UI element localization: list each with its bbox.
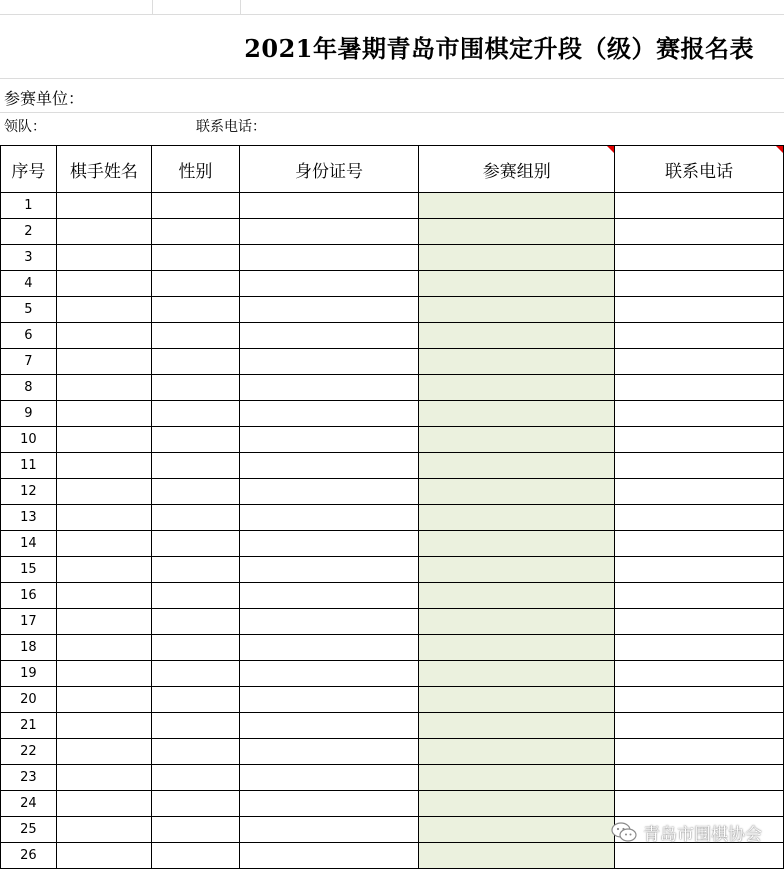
header-row: [1, 146, 784, 193]
seq-cell: 2: [1, 219, 57, 245]
id-number-cell[interactable]: [239, 323, 419, 349]
seq-cell: 25: [1, 817, 57, 843]
table-row: [1, 479, 784, 505]
table-row: [1, 843, 784, 869]
table-row: [1, 713, 784, 739]
group-cell[interactable]: [419, 635, 615, 661]
header-player-name: 棋手姓名: [56, 146, 151, 193]
top-row-strip: [0, 0, 784, 15]
contact-phone-cell[interactable]: [615, 791, 784, 817]
group-cell[interactable]: [419, 687, 615, 713]
gender-cell[interactable]: [152, 193, 239, 219]
player-name-cell[interactable]: [56, 843, 151, 869]
team-leader-label: 领队：: [4, 119, 46, 135]
gender-cell[interactable]: [152, 661, 239, 687]
table-row: [1, 635, 784, 661]
column-separator: [152, 0, 153, 14]
gender-cell[interactable]: [152, 401, 239, 427]
contact-phone-cell[interactable]: [615, 739, 784, 765]
group-cell[interactable]: [419, 453, 615, 479]
table-row: [1, 739, 784, 765]
player-name-cell[interactable]: [56, 297, 151, 323]
group-cell[interactable]: [419, 739, 615, 765]
gender-cell[interactable]: [152, 557, 239, 583]
gender-cell[interactable]: [152, 739, 239, 765]
form-title: 2021年暑期青岛市围棋定升段（级）赛报名表: [244, 33, 754, 63]
contact-phone-cell[interactable]: [615, 661, 784, 687]
player-name-cell[interactable]: [56, 271, 151, 297]
contact-phone-cell[interactable]: [615, 349, 784, 375]
id-number-cell[interactable]: [239, 791, 419, 817]
seq-cell: 19: [1, 661, 57, 687]
header-group: [419, 146, 615, 193]
gender-cell[interactable]: [152, 219, 239, 245]
player-name-cell[interactable]: [56, 791, 151, 817]
player-name-cell[interactable]: [56, 375, 151, 401]
id-number-cell[interactable]: [239, 401, 419, 427]
seq-cell: 18: [1, 635, 57, 661]
gender-cell[interactable]: [152, 713, 239, 739]
group-cell[interactable]: [419, 713, 615, 739]
group-cell[interactable]: [419, 427, 615, 453]
contact-phone-cell[interactable]: [615, 401, 784, 427]
gender-cell[interactable]: [152, 843, 239, 869]
gender-cell[interactable]: [152, 687, 239, 713]
contact-phone-cell[interactable]: [615, 427, 784, 453]
group-cell[interactable]: [419, 375, 615, 401]
gender-cell[interactable]: [152, 479, 239, 505]
table-row: [1, 791, 784, 817]
contact-phone-cell[interactable]: [615, 271, 784, 297]
comment-indicator-icon: [607, 146, 614, 153]
group-cell[interactable]: [419, 843, 615, 869]
gender-cell[interactable]: [152, 583, 239, 609]
table-row: [1, 349, 784, 375]
id-number-cell[interactable]: [239, 635, 419, 661]
table-row: [1, 401, 784, 427]
column-separator: [240, 0, 241, 14]
table-row: [1, 219, 784, 245]
id-number-cell[interactable]: [239, 427, 419, 453]
seq-cell: 1: [1, 193, 57, 219]
group-cell[interactable]: [419, 817, 615, 843]
seq-cell: 16: [1, 583, 57, 609]
table-row: [1, 193, 784, 219]
id-number-cell[interactable]: [239, 609, 419, 635]
table-row: [1, 687, 784, 713]
id-number-cell[interactable]: [239, 479, 419, 505]
gender-cell[interactable]: [152, 609, 239, 635]
id-number-cell[interactable]: [239, 453, 419, 479]
table-row: [1, 375, 784, 401]
seq-cell: 23: [1, 765, 57, 791]
table-row: [1, 453, 784, 479]
header-group-label: 参赛组别: [482, 161, 551, 182]
group-cell[interactable]: [419, 479, 615, 505]
header-contact-phone-label: 联系电话: [665, 161, 734, 182]
group-cell[interactable]: [419, 505, 615, 531]
seq-cell: 9: [1, 401, 57, 427]
player-name-cell[interactable]: [56, 479, 151, 505]
seq-cell: 21: [1, 713, 57, 739]
contact-phone-cell[interactable]: [615, 765, 784, 791]
table-row: [1, 427, 784, 453]
id-number-cell[interactable]: [239, 349, 419, 375]
player-name-cell[interactable]: [56, 453, 151, 479]
contact-phone-cell[interactable]: [615, 193, 784, 219]
table-row: [1, 245, 784, 271]
player-name-cell[interactable]: [56, 193, 151, 219]
player-name-cell[interactable]: [56, 323, 151, 349]
seq-cell: 22: [1, 739, 57, 765]
gender-cell[interactable]: [152, 817, 239, 843]
player-name-cell[interactable]: [56, 427, 151, 453]
group-cell[interactable]: [419, 271, 615, 297]
player-name-cell[interactable]: [56, 531, 151, 557]
player-name-cell[interactable]: [56, 661, 151, 687]
table-row: [1, 609, 784, 635]
player-name-cell[interactable]: [56, 557, 151, 583]
seq-cell: 24: [1, 791, 57, 817]
seq-cell: 17: [1, 609, 57, 635]
watermark-text: 青岛市围棋协会: [643, 824, 762, 845]
contact-phone-cell[interactable]: [615, 687, 784, 713]
header-contact-phone: [615, 146, 784, 193]
gender-cell[interactable]: [152, 427, 239, 453]
id-number-cell[interactable]: [239, 583, 419, 609]
seq-cell: 6: [1, 323, 57, 349]
contact-phone-cell[interactable]: [615, 375, 784, 401]
watermark: [611, 820, 762, 844]
group-cell[interactable]: [419, 297, 615, 323]
id-number-cell[interactable]: [239, 219, 419, 245]
seq-cell: 14: [1, 531, 57, 557]
id-number-cell[interactable]: [239, 557, 419, 583]
group-cell[interactable]: [419, 557, 615, 583]
seq-cell: 7: [1, 349, 57, 375]
contact-phone-cell[interactable]: [615, 323, 784, 349]
gender-cell[interactable]: [152, 453, 239, 479]
table-row: [1, 557, 784, 583]
group-cell[interactable]: [419, 245, 615, 271]
contact-phone-cell[interactable]: [615, 713, 784, 739]
contact-phone-cell[interactable]: [615, 609, 784, 635]
group-cell[interactable]: [419, 791, 615, 817]
participating-unit-label: 参赛单位：: [4, 89, 85, 108]
row-gridline: [0, 112, 784, 113]
id-number-cell[interactable]: [239, 193, 419, 219]
gender-cell[interactable]: [152, 349, 239, 375]
id-number-cell[interactable]: [239, 817, 419, 843]
player-name-cell[interactable]: [56, 583, 151, 609]
gender-cell[interactable]: [152, 323, 239, 349]
header-seq-no: 序号: [1, 146, 57, 193]
player-name-cell[interactable]: [56, 505, 151, 531]
gender-cell[interactable]: [152, 505, 239, 531]
gender-cell[interactable]: [152, 375, 239, 401]
table-row: [1, 531, 784, 557]
seq-cell: 5: [1, 297, 57, 323]
seq-cell: 12: [1, 479, 57, 505]
gender-cell[interactable]: [152, 245, 239, 271]
wechat-icon: [611, 822, 637, 842]
seq-cell: 11: [1, 453, 57, 479]
table-row: [1, 765, 784, 791]
contact-phone-cell[interactable]: [615, 557, 784, 583]
id-number-cell[interactable]: [239, 843, 419, 869]
gender-cell[interactable]: [152, 297, 239, 323]
player-name-cell[interactable]: [56, 687, 151, 713]
table-row: [1, 661, 784, 687]
id-number-cell[interactable]: [239, 661, 419, 687]
id-number-cell[interactable]: [239, 687, 419, 713]
contact-phone-cell[interactable]: [615, 635, 784, 661]
player-name-cell[interactable]: [56, 765, 151, 791]
table-row: [1, 323, 784, 349]
player-name-cell[interactable]: [56, 739, 151, 765]
player-name-cell[interactable]: [56, 817, 151, 843]
group-cell[interactable]: [419, 609, 615, 635]
group-cell[interactable]: [419, 661, 615, 687]
group-cell[interactable]: [419, 349, 615, 375]
id-number-cell[interactable]: [239, 739, 419, 765]
contact-phone-cell[interactable]: [615, 453, 784, 479]
contact-phone-cell[interactable]: [615, 245, 784, 271]
player-name-cell[interactable]: [56, 713, 151, 739]
seq-cell: 3: [1, 245, 57, 271]
gender-cell[interactable]: [152, 531, 239, 557]
contact-phone-cell[interactable]: [615, 297, 784, 323]
header-id-number: 身份证号: [239, 146, 419, 193]
seq-cell: 13: [1, 505, 57, 531]
contact-phone-cell[interactable]: [615, 531, 784, 557]
player-name-cell[interactable]: [56, 609, 151, 635]
table-row: [1, 297, 784, 323]
player-name-cell[interactable]: [56, 219, 151, 245]
id-number-cell[interactable]: [239, 297, 419, 323]
contact-phone-cell[interactable]: [615, 219, 784, 245]
gender-cell[interactable]: [152, 765, 239, 791]
group-cell[interactable]: [419, 765, 615, 791]
seq-cell: 26: [1, 843, 57, 869]
contact-phone-cell[interactable]: [615, 479, 784, 505]
group-cell[interactable]: [419, 193, 615, 219]
player-name-cell[interactable]: [56, 635, 151, 661]
table-row: [1, 505, 784, 531]
table-row: [1, 583, 784, 609]
gender-cell[interactable]: [152, 635, 239, 661]
contact-phone-label: 联系电话：: [196, 119, 266, 135]
group-cell[interactable]: [419, 401, 615, 427]
group-cell[interactable]: [419, 219, 615, 245]
contact-phone-cell[interactable]: [615, 843, 784, 869]
contact-phone-cell[interactable]: [615, 505, 784, 531]
header-gender: 性别: [152, 146, 239, 193]
gender-cell[interactable]: [152, 791, 239, 817]
gender-cell[interactable]: [152, 271, 239, 297]
player-name-cell[interactable]: [56, 349, 151, 375]
id-number-cell[interactable]: [239, 531, 419, 557]
contact-phone-cell[interactable]: [615, 583, 784, 609]
seq-cell: 15: [1, 557, 57, 583]
id-number-cell[interactable]: [239, 765, 419, 791]
id-number-cell[interactable]: [239, 245, 419, 271]
id-number-cell[interactable]: [239, 271, 419, 297]
group-cell[interactable]: [419, 323, 615, 349]
player-name-cell[interactable]: [56, 401, 151, 427]
player-name-cell[interactable]: [56, 245, 151, 271]
seq-cell: 20: [1, 687, 57, 713]
id-number-cell[interactable]: [239, 375, 419, 401]
seq-cell: 8: [1, 375, 57, 401]
seq-cell: 10: [1, 427, 57, 453]
group-cell[interactable]: [419, 531, 615, 557]
registration-table: [0, 145, 784, 869]
comment-indicator-icon: [776, 146, 783, 153]
row-gridline: [0, 78, 784, 79]
id-number-cell[interactable]: [239, 505, 419, 531]
id-number-cell[interactable]: [239, 713, 419, 739]
table-row: [1, 271, 784, 297]
seq-cell: 4: [1, 271, 57, 297]
group-cell[interactable]: [419, 583, 615, 609]
